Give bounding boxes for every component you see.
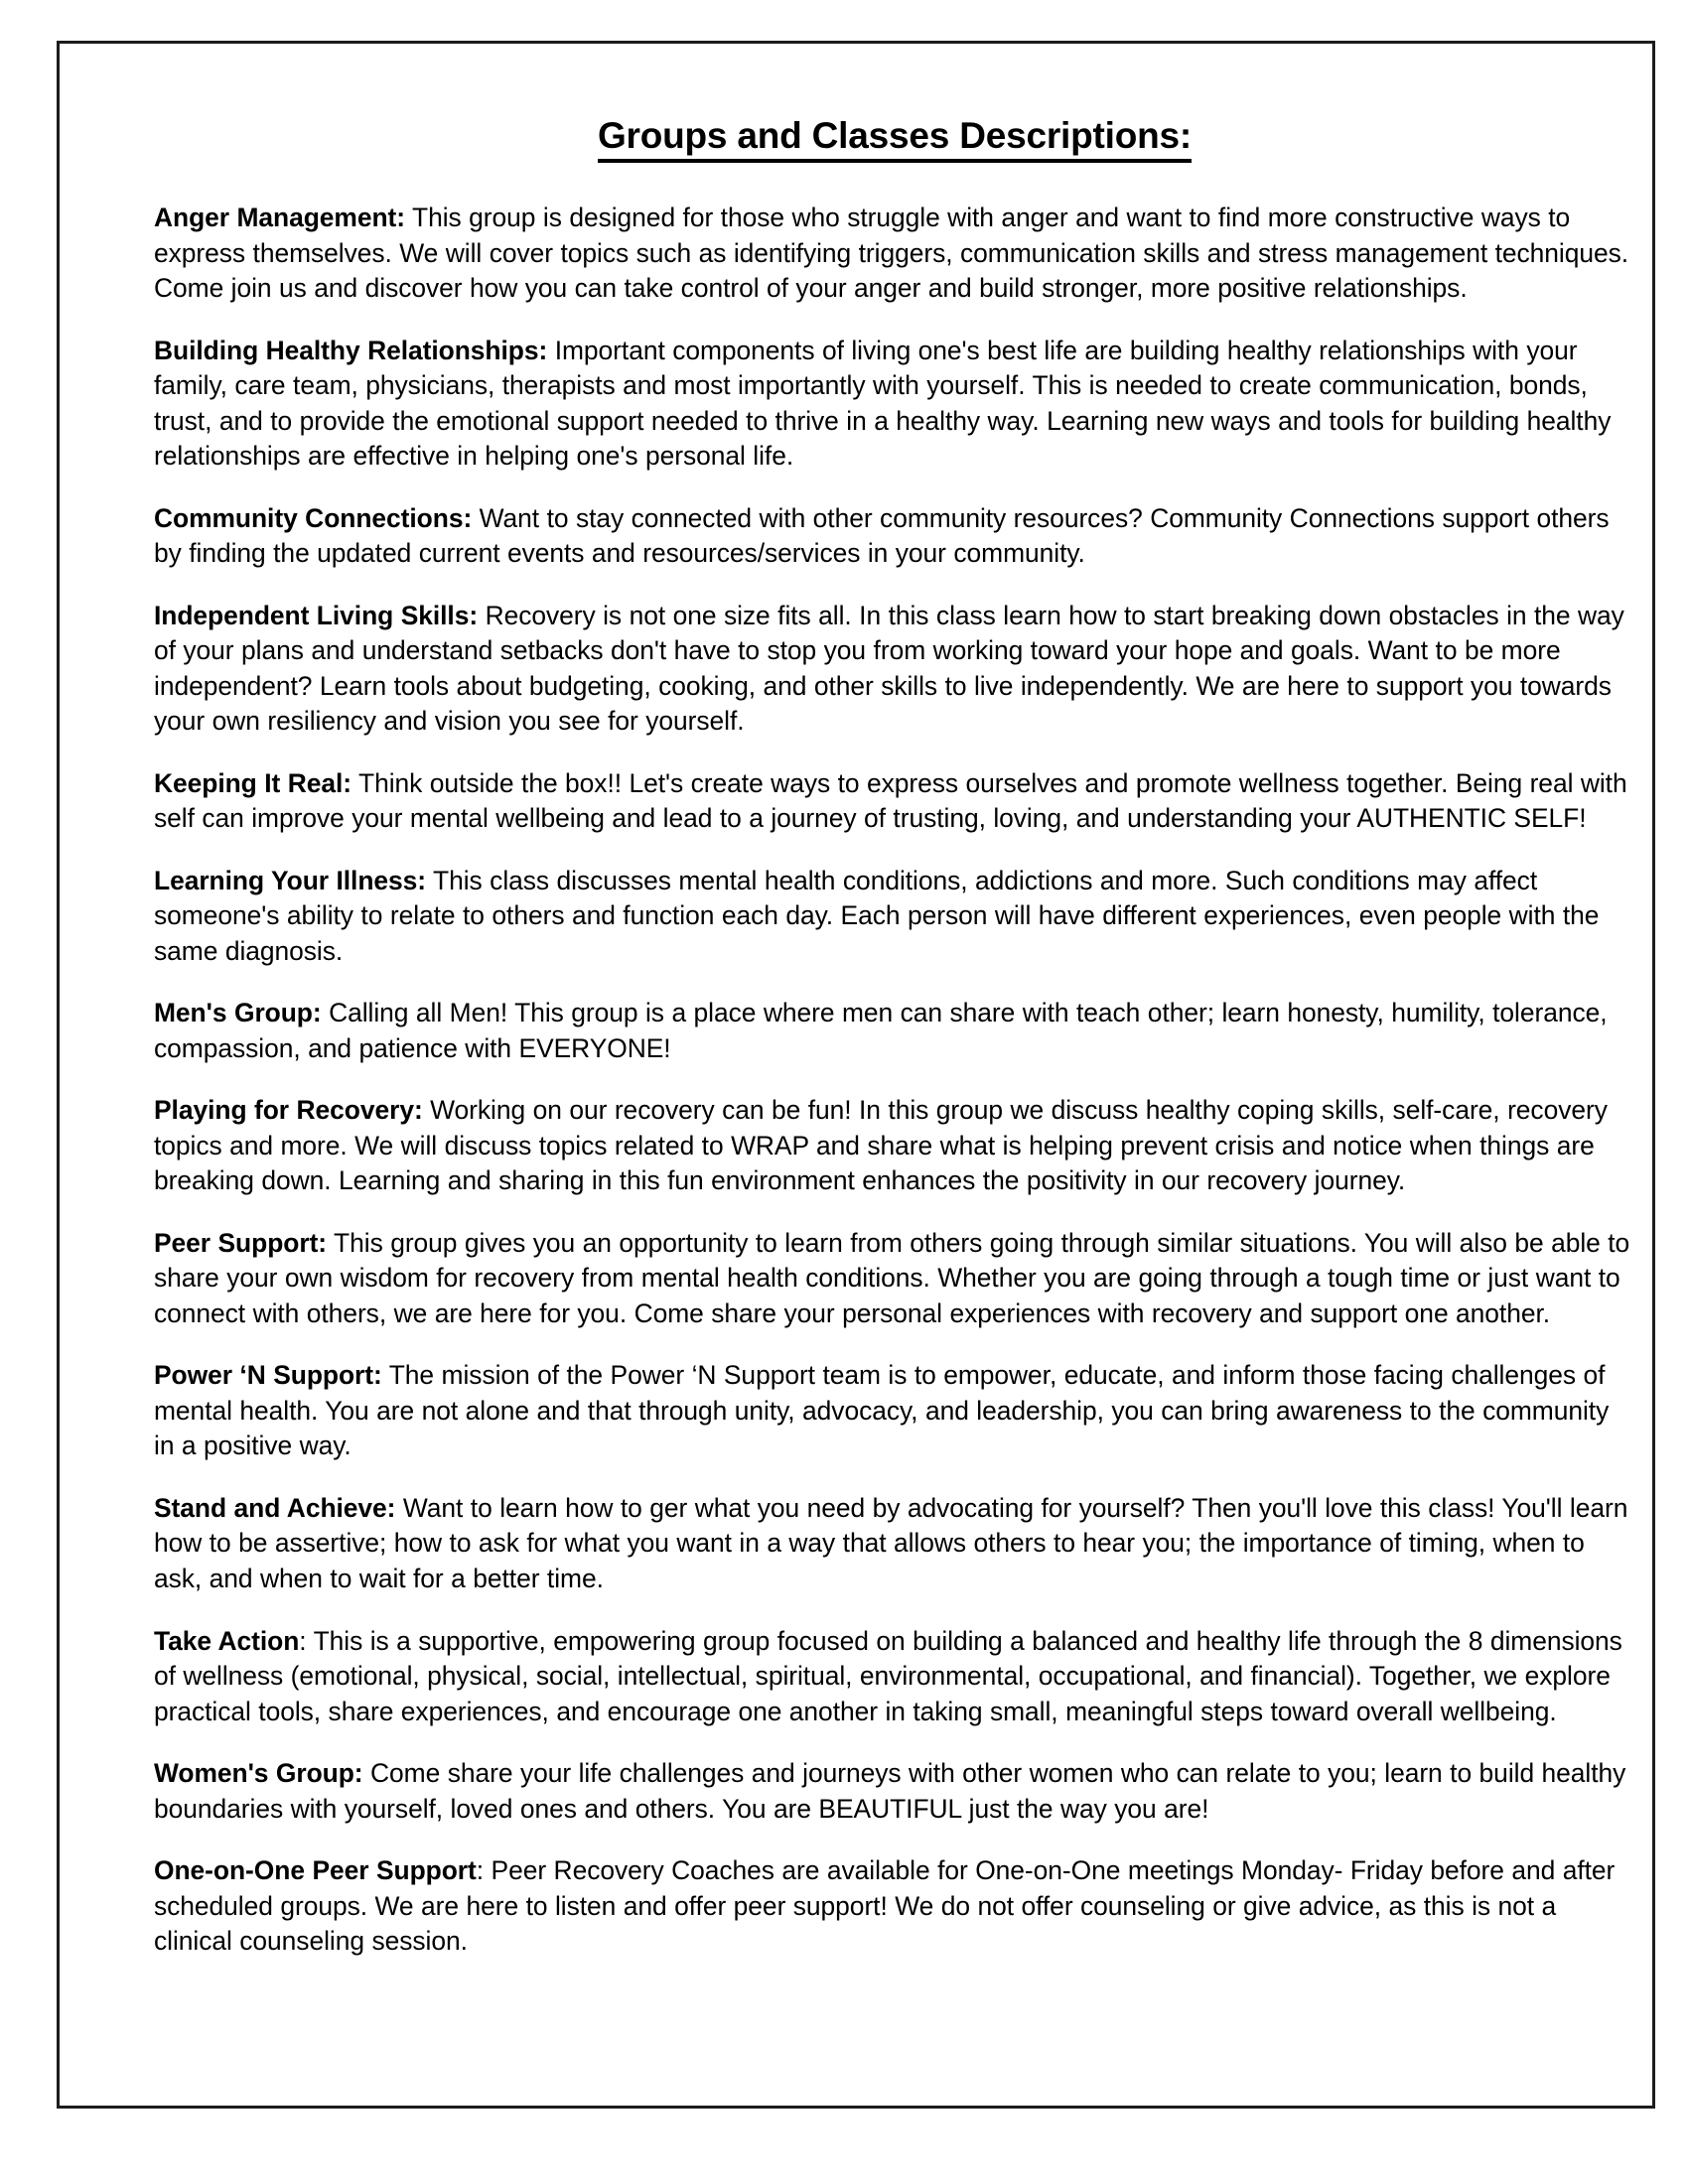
- group-body: Working on our recovery can be fun! In this group we discuss healthy coping skills, self-care, recovery topics and more. We will discuss topics related to WRAP and share what is helping prevent crisis and notice when things are breaking down. Learning and sharing in this fun environment enhances the positivity in our recovery journey.: [154, 1095, 1608, 1196]
- group-term: Anger Management:: [154, 203, 406, 232]
- group-body: This class discusses mental health conditions, addictions and more. Such conditions may affect someone's ability to relate to others and function each day. Each person will have different experiences, even people with the same diagnosis.: [154, 865, 1600, 966]
- group-body: : Peer Recovery Coaches are available for One-on-One meetings Monday- Friday before and after scheduled groups. We are here to listen and offer peer support! We do not offer counseling or give advice, as this is not a clinical counseling session.: [154, 1855, 1616, 1957]
- group-description-entry: [154, 599, 1635, 740]
- group-description-entry: [154, 996, 1635, 1066]
- group-body: This group is designed for those who struggle with anger and want to find more constructive ways to express themselves. We will cover topics such as identifying triggers, communication skills and stress management techniques. Come join us and discover how you can take control of your anger and build stronger, more positive relationships.: [154, 203, 1629, 304]
- group-term: Stand and Achieve:: [154, 1492, 396, 1523]
- group-term: Learning Your Illness:: [154, 865, 427, 895]
- group-description-entry: [154, 201, 1635, 307]
- group-body: Recovery is not one size fits all. In this class learn how to start breaking down obstacles in the way of your plans and understand setbacks don't have to stop you from working toward your hope and goals. Want to be more independent? Learn tools about budgeting, cooking, and other skills to live independently. We are here to support you towards your own resiliency and vision you see for yourself.: [154, 600, 1624, 737]
- group-body: Come share your life challenges and journeys with other women who can relate to you; learn to build healthy boundaries with yourself, loved ones and others. You are BEAUTIFUL just the way you are!: [154, 1758, 1626, 1824]
- page-title-text: Groups and Classes Descriptions:: [598, 115, 1192, 163]
- group-term: Men's Group:: [154, 998, 322, 1028]
- group-term: Keeping It Real:: [154, 767, 352, 798]
- group-term: One-on-One Peer Support: [154, 1855, 477, 1886]
- group-description-entry: [154, 501, 1635, 572]
- group-description-entry: [154, 1756, 1635, 1827]
- group-body: Important components of living one's best life are building healthy relationships with your family, care team, physicians, therapists and most importantly with yourself. This is needed to create communication, bonds, trust, and to provide the emotional support needed to thrive in a healthy way. Learning new ways and tools for building healthy relationships are effective in helping one's personal life.: [154, 335, 1612, 472]
- group-body: Calling all Men! This group is a place where men can share with teach other; learn honesty, humility, tolerance, compassion, and patience with EVERYONE!: [154, 998, 1608, 1063]
- group-term: Take Action: [154, 1625, 300, 1656]
- group-description-entry: [154, 864, 1635, 970]
- group-term: Building Healthy Relationships:: [154, 335, 548, 365]
- group-body: Want to learn how to ger what you need by advocating for yourself? Then you'll love this class! You'll learn how to be assertive; how to ask for what you want in a way that allows others to hear you; the importance of timing, when to ask, and when to wait for a better time.: [154, 1492, 1628, 1593]
- group-description-entry: [154, 1491, 1635, 1597]
- group-description-entry: [154, 334, 1635, 475]
- group-body: Want to stay connected with other community resources? Community Connections support others by finding the updated current events and resources/services in your community.: [154, 502, 1610, 569]
- group-body: Think outside the box!! Let's create ways to express ourselves and promote wellness together. Being real with self can improve your mental wellbeing and lead to a journey of trusting, loving, and understanding your AUTHENTIC SELF!: [154, 767, 1627, 834]
- group-description-entry: [154, 766, 1635, 837]
- page-title: [154, 115, 1635, 163]
- group-description-entry: [154, 1226, 1635, 1332]
- group-body: The mission of the Power ‘N Support team is to empower, educate, and inform those facing challenges of mental health. You are not alone and that through unity, advocacy, and leadership, you can bring awareness to the community in a positive way.: [154, 1360, 1610, 1461]
- group-description-entry: [154, 1624, 1635, 1730]
- group-term: Peer Support:: [154, 1227, 328, 1258]
- group-term: Power ‘N Support:: [154, 1360, 382, 1391]
- group-description-entry: [154, 1853, 1635, 1960]
- group-description-entry: [154, 1093, 1635, 1199]
- page-border-frame: [57, 41, 1655, 2109]
- group-term: Independent Living Skills:: [154, 600, 479, 630]
- group-term: Community Connections:: [154, 502, 473, 533]
- document-content: [154, 115, 1635, 1960]
- group-body: : This is a supportive, empowering group focused on building a balanced and healthy life through the 8 dimensions of wellness (emotional, physical, social, intellectual, spiritual, environmental, occupational, and financial). Together, we explore practical tools, share experiences, and encourage one another in taking small, meaningful steps toward overall wellbeing.: [154, 1625, 1622, 1726]
- group-term: Playing for Recovery:: [154, 1095, 423, 1126]
- group-description-entry: [154, 1358, 1635, 1464]
- group-term: Women's Group:: [154, 1758, 363, 1789]
- group-body: This group gives you an opportunity to learn from others going through similar situations. You will also be able to share your own wisdom for recovery from mental health conditions. Whether you are going through a tough time or just want to connect with others, we are here for you. Come share your personal experiences with recovery and support one another.: [154, 1227, 1630, 1328]
